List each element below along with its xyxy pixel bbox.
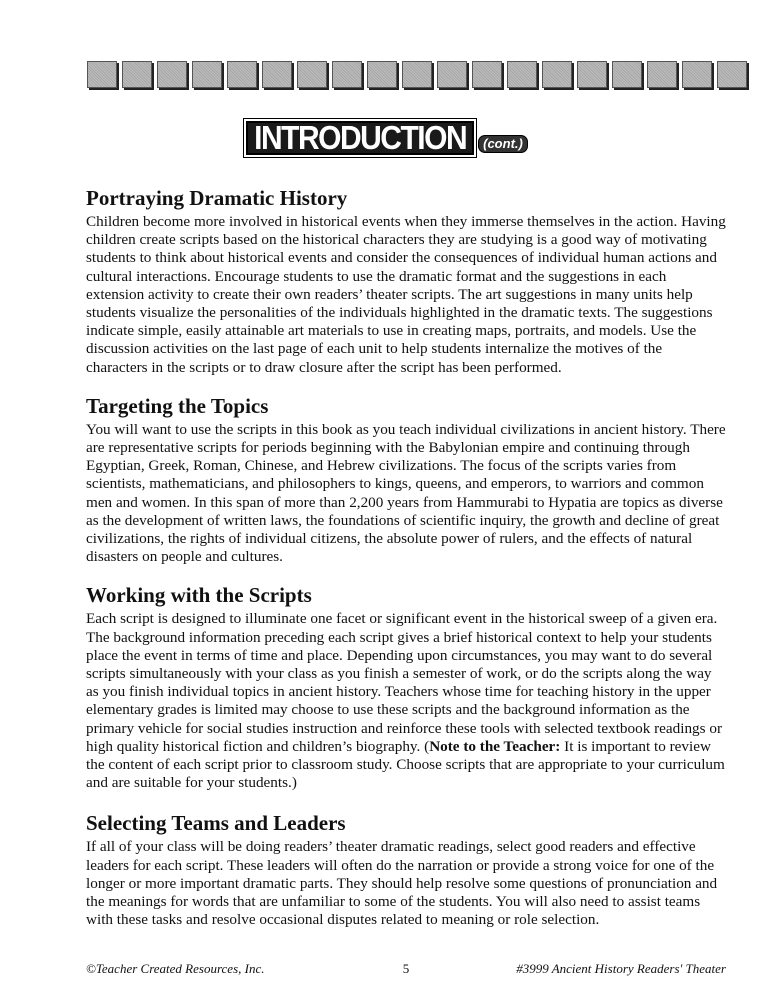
decorative-square <box>402 61 432 88</box>
section-portraying-dramatic-history <box>86 186 726 377</box>
section-heading: Portraying Dramatic History <box>86 186 348 210</box>
main-content <box>86 186 726 947</box>
section-heading: Working with the Scripts <box>86 583 312 608</box>
decorative-square <box>192 61 222 88</box>
page-title-box <box>246 121 474 155</box>
decorative-square <box>227 61 257 88</box>
footer-page-number: 5 <box>402 961 410 976</box>
decorative-square <box>542 61 572 88</box>
decorative-square <box>612 61 642 88</box>
decorative-square-border <box>87 61 747 88</box>
section-working-with-the-scripts <box>86 583 726 792</box>
page-title: INTRODUCTION <box>254 119 467 157</box>
section-body: Children become more involved in historical events when they immerse themselves in the action. Having children create scripts based on the historical characters they are studying is a good way of motivating students to think about historical events and consider the consequences of individual human actions and cultural interactions. Encourage students to use the dramatic format and the suggestions in each extension activity to create their own readers’ theater scripts. The art suggestions in many units help students visualize the personalities of the individuals highlighted in the dramatic texts. The suggestions indicate simple, easily attainable art materials to use in creating maps, portraits, and models. Use the discussion activities on the last page of each unit to help students internalize the motives of the characters in the scripts or to draw closure after the script has been performed. <box>86 213 726 376</box>
decorative-square <box>122 61 152 88</box>
footer-copyright: ©Teacher Created Resources, Inc. <box>86 961 265 976</box>
section-body: You will want to use the scripts in this book as you teach individual civilizations in ancient history. There are representative scripts for periods beginning with the Babylonian empire and continuing through Egyptian, Greek, Roman, Chinese, and Hebrew civilizations. The focus of the scripts varies from scientists, mathematicians, and philosophers to kings, queens, and emperors, to warriors and common men and women. In this span of more than 2,200 years from Hammurabi to Hypatia are topics as diverse as the development of written laws, the foundations of scientific inquiry, the growth and decline of great civilizations, the rights of individual citizens, the absolute power of rulers, and the effects of natural disasters on people and cultures. <box>86 420 726 566</box>
decorative-square <box>367 61 397 88</box>
decorative-square <box>437 61 467 88</box>
section-body-text: Each script is designed to illuminate one facet or significant event in the historical sweep of a given era. The background information preceding each script gives a brief historical context to help your students place the event in terms of time and place. Depending upon circumstances, you may want to do several scripts simultaneously with your class as you finish a semester of work, or do the scripts along the way as you finish individual topics in ancient history. Teachers whose time for teaching history in the upper elementary grades is limited may choose to use these scripts and the background information as the primary vehicle for social studies instruction and reinforce these tools with selected textbook readings or high quality historical fiction and children’s biography. ( <box>86 610 722 755</box>
decorative-square <box>262 61 292 88</box>
section-body-text: It is important to review the content of each script prior to classroom study. Choose scripts that are appropriate to your curriculum and are suitable for your students.) <box>86 737 725 792</box>
decorative-square <box>297 61 327 88</box>
section-targeting-the-topics <box>86 394 726 567</box>
decorative-square <box>472 61 502 88</box>
decorative-square <box>332 61 362 88</box>
decorative-square <box>157 61 187 88</box>
section-body <box>86 610 726 792</box>
decorative-square <box>647 61 677 88</box>
decorative-square <box>577 61 607 88</box>
section-heading: Selecting Teams and Leaders <box>86 811 346 836</box>
decorative-square <box>507 61 537 88</box>
section-heading: Targeting the Topics <box>86 393 269 418</box>
decorative-square <box>682 61 712 88</box>
section-selecting-teams-and-leaders <box>86 811 726 929</box>
page-title-block <box>0 121 774 155</box>
decorative-square <box>717 61 747 88</box>
decorative-square <box>87 61 117 88</box>
page-footer <box>86 961 726 977</box>
teacher-note-label: Note to the Teacher: <box>429 737 561 755</box>
section-body: If all of your class will be doing readers’ theater dramatic readings, select good readers and effective leaders for each script. These leaders will often do the narration or provide a strong voice for one of the longer or more important dramatic parts. They should help resolve some questions of pronunciation and the meanings for words that are unfamiliar to some of the students. You will also need to assist teams with these tasks and resolve occasional disputes related to meaning or role selection. <box>86 838 718 929</box>
footer-book-reference: #3999 Ancient History Readers' Theater <box>516 961 726 976</box>
title-continued-badge: (cont.) <box>478 135 528 153</box>
